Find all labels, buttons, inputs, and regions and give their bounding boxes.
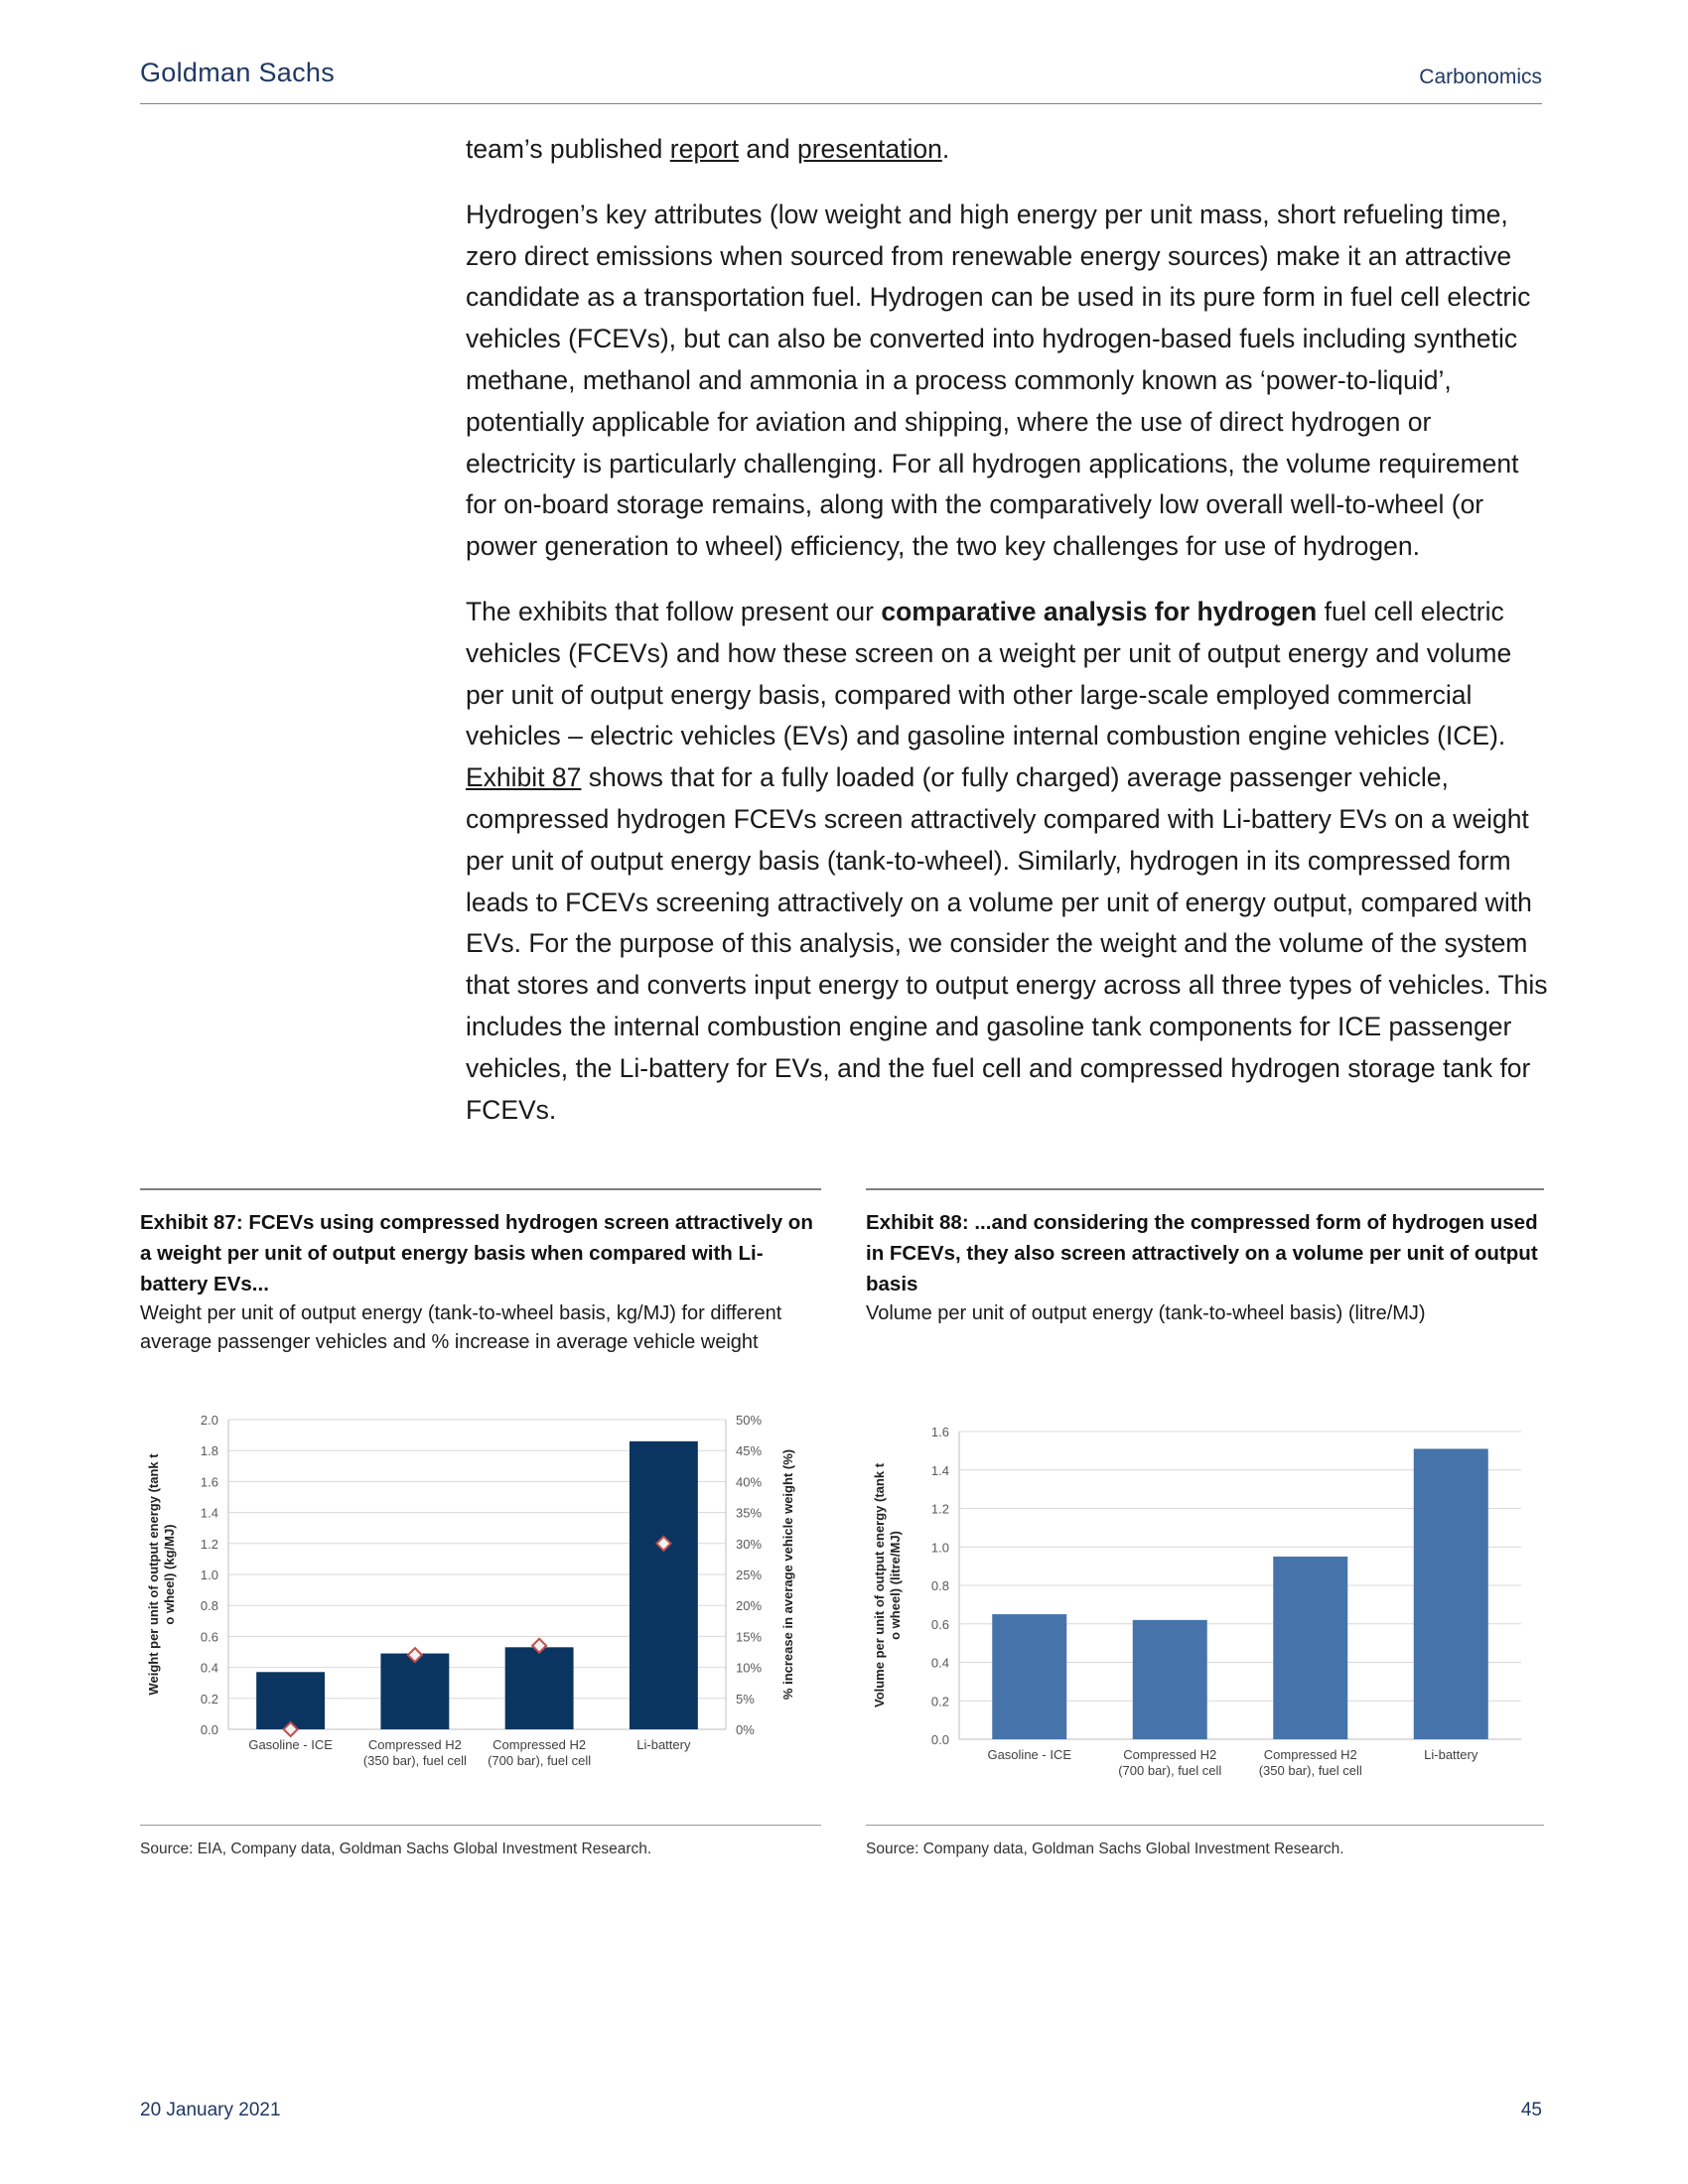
exhibit-87-title: Exhibit 87: FCEVs using compressed hydrogen screen attractively on a weight per unit of output energy basis when compared with Li-battery EVs... [140,1211,813,1296]
weight-chart-y-tick-label: 0.6 [200,1629,218,1645]
weight-chart-y2-tick-label: 30% [736,1536,763,1552]
weight-chart-y-tick-label: 1.6 [200,1474,218,1490]
section-title: Carbonomics [1419,66,1542,88]
exhibit-87-source: Source: EIA, Company data, Goldman Sachs Global Investment Research. [140,1841,652,1857]
weight-chart-y2-tick-label: 0% [736,1722,755,1737]
weight-chart-svg [140,1402,835,1789]
volume-chart-bar [992,1614,1066,1739]
weight-chart-y2-tick-label: 25% [736,1568,763,1582]
volume-chart-y-tick-label: 1.0 [930,1540,949,1556]
weight-chart-x-tick-label: Compressed H2 [492,1737,587,1752]
volume-chart-x-tick-label: Gasoline - ICE [987,1747,1072,1762]
weight-chart-x-tick-label: (350 bar), fuel cell [362,1753,467,1768]
weight-chart-y-tick-label: 0.8 [200,1598,218,1614]
weight-chart-bar [505,1647,574,1729]
exhibit-88-title: Exhibit 88: ...and considering the compressed form of hydrogen used in FCEVs, they also screen attractively on a volume per unit of output basis [866,1211,1538,1296]
weight-chart-x-tick-label: Li-battery [636,1737,691,1752]
weight-chart-y-tick-label: 0.2 [200,1691,218,1706]
volume-chart-y-tick-label: 1.2 [930,1501,949,1517]
exhibit-87-source-divider [140,1825,821,1826]
weight-chart-y-tick-label: 1.4 [200,1505,218,1521]
report-link[interactable]: report [669,134,739,164]
volume-chart-x-tick-label: Li-battery [1424,1747,1478,1762]
volume-chart-y-tick-label: 1.6 [930,1425,949,1439]
volume-chart-x-tick-label: (700 bar), fuel cell [1118,1763,1222,1778]
volume-chart-y-tick-label: 0.0 [930,1732,949,1747]
weight-chart-y-tick-label: 1.2 [200,1536,218,1552]
volume-chart-svg [866,1402,1544,1789]
volume-chart-bar [1414,1448,1488,1739]
weight-chart-x-tick-label: Gasoline - ICE [248,1737,333,1752]
weight-chart-y2-tick-label: 50% [736,1413,763,1428]
weight-chart-y-axis-title: Weight per unit of output energy (tank t [146,1453,161,1696]
weight-chart-y2-axis-title: % increase in average vehicle weight (%) [780,1448,795,1701]
brand-name: Goldman Sachs [140,58,335,87]
weight-chart-y2-tick-label: 45% [736,1443,763,1459]
weight-chart-y-tick-label: 0.0 [200,1722,218,1737]
weight-chart-y-axis-title: o wheel) (kg/MJ) [162,1524,177,1625]
volume-chart-x-tick-label: Compressed H2 [1263,1747,1357,1762]
weight-chart-y2-tick-label: 10% [736,1660,763,1676]
weight-chart-y-tick-label: 1.8 [200,1443,218,1459]
paragraph-3: The exhibits that follow present our comparative analysis for hydrogen fuel cell electric vehicles (FCEVs) and how these screen on a weight per unit of output energy and volume per unit of output energy basis, compared with other large-scale employed commercial vehicles – electric vehicles (EVs) and gasoline internal combustion engine vehicles (ICE). Exhibit 87 shows that for a fully loaded (or fully charged) average passenger vehicle, compressed hydrogen FCEVs screen attractively compared with Li-battery EVs on a weight per unit of output energy basis (tank-to-wheel). Similarly, hydrogen in its compressed form leads to FCEVs screening attractively on a volume per unit of energy output, compared with EVs. For the purpose of this analysis, we consider the weight and the volume of the system that stores and converts input energy to output energy across all three types of vehicles. This includes the internal combustion engine and gasoline tank components for ICE passenger vehicles, the Li-battery for EVs, and the fuel cell and compressed hydrogen storage tank for FCEVs. [466,596,1548,1125]
volume-chart-y-tick-label: 0.4 [930,1655,949,1671]
weight-chart-y2-tick-label: 35% [736,1505,763,1521]
volume-chart-y-tick-label: 0.6 [930,1616,949,1632]
exhibit-87-subtitle: Weight per unit of output energy (tank-to-wheel basis, kg/MJ) for different average passenger vehicles and % increase in average vehicle weight [140,1302,782,1353]
paragraph-1: team’s published report and presentation. [466,134,950,164]
footer-date: 20 January 2021 [140,2100,281,2120]
exhibit-87-chart [140,1402,835,1789]
bold-phrase: comparative analysis for hydrogen [881,596,1318,626]
exhibit-87 [140,1188,821,1357]
exhibit-88-subtitle: Volume per unit of output energy (tank-to-wheel basis) (litre/MJ) [866,1302,1426,1324]
weight-chart-y2-tick-label: 20% [736,1598,763,1614]
exhibit-88-chart [866,1402,1544,1789]
volume-chart-x-tick-label: Compressed H2 [1123,1747,1217,1762]
weight-chart-y-tick-label: 2.0 [200,1413,218,1428]
weight-chart-bar [380,1654,449,1729]
exhibit-88 [866,1188,1544,1328]
volume-chart-y-axis-title: o wheel) (litre/MJ) [888,1531,903,1640]
volume-chart-bar [1273,1557,1347,1739]
header-divider [140,103,1542,104]
volume-chart-y-tick-label: 1.4 [930,1462,949,1478]
paragraph-2: Hydrogen’s key attributes (low weight and high energy per unit mass, short refueling time, zero direct emissions when sourced from renewable energy sources) make it an attractive candidate as a transportation fuel. Hydrogen can be used in its pure form in fuel cell electric vehicles (FCEVs), but can also be converted into hydrogen-based fuels including synthetic methane, methanol and ammonia in a process commonly known as ‘power-to-liquid’, potentially applicable for aviation and shipping, where the use of direct hydrogen or electricity is particularly challenging. For all hydrogen applications, the volume requirement for on-board storage remains, along with the comparatively low overall well-to-wheel (or power generation to wheel) efficiency, the two key challenges for use of hydrogen. [466,199,1531,562]
weight-chart-y-tick-label: 0.4 [200,1660,218,1676]
volume-chart-y-axis-title: Volume per unit of output energy (tank t [872,1462,887,1708]
exhibit-88-source: Source: Company data, Goldman Sachs Global Investment Research. [866,1841,1344,1857]
weight-chart-bar [256,1672,325,1729]
exhibit-88-source-divider [866,1825,1544,1826]
weight-chart-bar [630,1441,698,1729]
weight-chart-y2-tick-label: 40% [736,1474,763,1490]
volume-chart-bar [1133,1620,1207,1739]
weight-chart-x-tick-label: Compressed H2 [367,1737,462,1752]
body-text [466,129,1548,1155]
weight-chart-y2-tick-label: 15% [736,1629,763,1645]
page-number: 45 [1520,2100,1542,2120]
weight-chart-y-tick-label: 1.0 [200,1568,218,1582]
presentation-link[interactable]: presentation [796,134,942,164]
weight-chart-y2-tick-label: 5% [736,1691,755,1706]
volume-chart-x-tick-label: (350 bar), fuel cell [1258,1763,1362,1778]
volume-chart-y-tick-label: 0.8 [930,1578,949,1593]
exhibit-87-link[interactable]: Exhibit 87 [466,762,582,793]
weight-chart-x-tick-label: (700 bar), fuel cell [488,1753,592,1768]
volume-chart-y-tick-label: 0.2 [930,1694,949,1709]
